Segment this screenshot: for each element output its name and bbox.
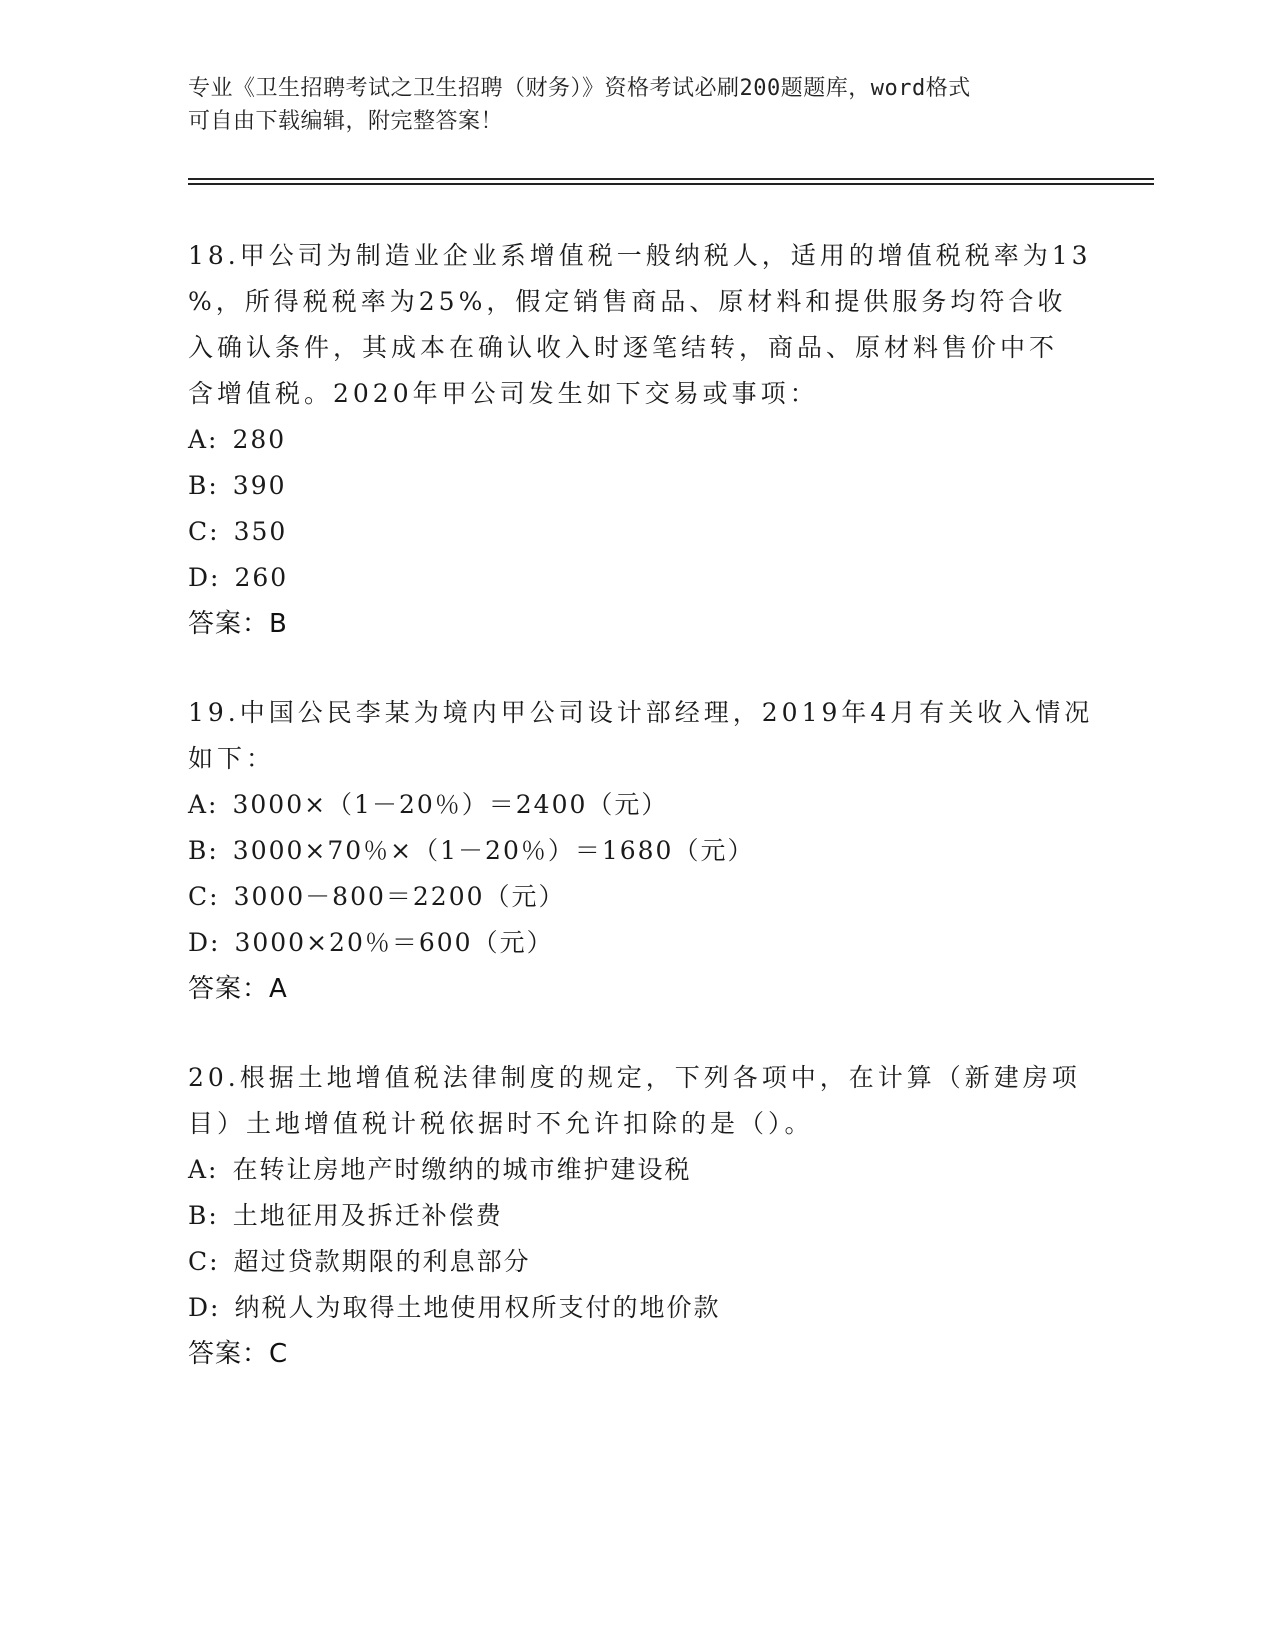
question-stem	[188, 233, 1092, 417]
header-line-2: 可自由下载编辑，附完整答案！	[188, 109, 504, 134]
option-text: 280	[232, 425, 287, 454]
option-letter: C:	[188, 517, 220, 546]
stem-line: 含增值税。2020年甲公司发生如下交易或事项：	[188, 379, 819, 408]
option-text: 纳税人为取得土地使用权所支付的地价款	[234, 1293, 721, 1322]
answer-line: 答案：C	[188, 1339, 289, 1369]
option-text: 390	[232, 471, 287, 500]
header-line-1: 专业《卫生招聘考试之卫生招聘（财务）》资格考试必刷200题题库，word格式	[188, 76, 971, 101]
document-header	[188, 72, 1068, 138]
option-a	[188, 1147, 1088, 1193]
option-letter: A:	[188, 425, 219, 454]
stem-line: 19.中国公民李某为境内甲公司设计部经理，2019年4月有关收入情况	[188, 698, 1094, 727]
option-b	[188, 828, 1088, 874]
option-letter: B:	[188, 471, 219, 500]
answer-line: 答案：A	[188, 974, 288, 1004]
option-b	[188, 463, 1088, 509]
option-text: 3000×20％＝600（元）	[234, 928, 554, 957]
option-letter: D:	[188, 928, 221, 957]
question-19	[188, 690, 1094, 1012]
question-stem	[188, 1055, 1088, 1147]
stem-line: 入确认条件，其成本在确认收入时逐笔结转，商品、原材料售价中不	[188, 333, 1059, 362]
option-b	[188, 1193, 1088, 1239]
stem-line: 如下：	[188, 744, 276, 773]
option-d	[188, 555, 1088, 601]
option-d	[188, 920, 1088, 966]
option-a	[188, 417, 1088, 463]
option-letter: B:	[188, 836, 219, 865]
header-divider-bottom	[188, 183, 1154, 185]
option-c	[188, 1239, 1088, 1285]
option-letter: C:	[188, 1247, 220, 1276]
question-stem	[188, 690, 1094, 782]
option-letter: D:	[188, 1293, 221, 1322]
option-letter: C:	[188, 882, 220, 911]
option-text: 3000×70％×（1－20％）＝1680（元）	[232, 836, 755, 865]
stem-line: 20.根据土地增值税法律制度的规定，下列各项中，在计算（新建房项	[188, 1063, 1081, 1092]
question-20	[188, 1055, 1088, 1377]
option-c	[188, 509, 1088, 555]
option-text: 350	[233, 517, 288, 546]
answer-line: 答案：B	[188, 609, 288, 639]
option-a	[188, 782, 1088, 828]
option-letter: A:	[188, 1155, 219, 1184]
option-letter: B:	[188, 1201, 219, 1230]
stem-line: 目）土地增值税计税依据时不允许扣除的是（）。	[188, 1109, 814, 1138]
option-text: 3000－800＝2200（元）	[233, 882, 566, 911]
option-letter: A:	[188, 790, 219, 819]
stem-line: 18.甲公司为制造业企业系增值税一般纳税人，适用的增值税税率为13	[188, 241, 1092, 270]
option-d	[188, 1285, 1088, 1331]
option-text: 260	[234, 563, 289, 592]
question-18	[188, 233, 1092, 647]
option-text: 超过贷款期限的利息部分	[233, 1247, 531, 1276]
stem-line: %，所得税税率为25%，假定销售商品、原材料和提供服务均符合收	[188, 287, 1067, 316]
option-text: 3000×（1－20％）＝2400（元）	[232, 790, 669, 819]
option-text: 土地征用及拆迁补偿费	[232, 1201, 503, 1230]
option-c	[188, 874, 1088, 920]
option-letter: D:	[188, 563, 221, 592]
header-divider-top	[188, 178, 1154, 180]
option-text: 在转让房地产时缴纳的城市维护建设税	[232, 1155, 692, 1184]
